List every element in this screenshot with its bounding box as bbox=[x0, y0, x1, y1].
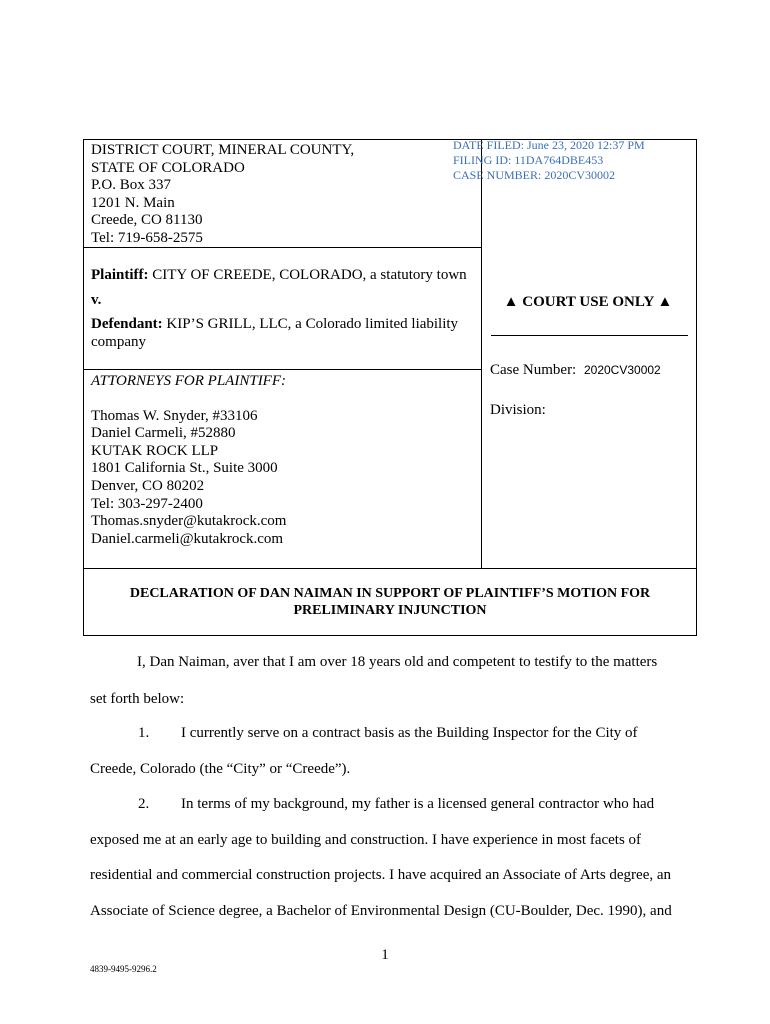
attorney-line: Thomas W. Snyder, #33106 bbox=[91, 407, 258, 424]
court-line: 1201 N. Main bbox=[91, 194, 175, 211]
paragraph-2-line-4: Associate of Science degree, a Bachelor of Environmental Design (CU-Boulder, Dec. 1990), and bbox=[90, 903, 672, 919]
court-line: P.O. Box 337 bbox=[91, 177, 172, 194]
intro-line-1: I, Dan Naiman, aver that I am over 18 years old and competent to testify to the matters bbox=[137, 654, 658, 670]
defendant-text: KIP’S GRILL, LLC, a Colorado limited liability company bbox=[91, 316, 459, 350]
paragraph-2-line-2: exposed me at an early age to building and construction. I have experience in most facets of bbox=[90, 832, 642, 848]
caption-table bbox=[83, 139, 697, 636]
document-id: 4839-9495-9296.2 bbox=[90, 964, 157, 974]
case-number-field bbox=[490, 362, 661, 379]
case-number-value: 2020CV30002 bbox=[583, 363, 661, 377]
court-line: DISTRICT COURT, MINERAL COUNTY, bbox=[91, 142, 355, 158]
attorney-line: Daniel.carmeli@kutakrock.com bbox=[91, 530, 284, 547]
court-line: STATE OF COLORADO bbox=[91, 159, 245, 176]
stamp-case-number: CASE NUMBER: 2020CV30002 bbox=[453, 168, 616, 182]
parties-block bbox=[91, 267, 477, 351]
attorneys-spacer bbox=[91, 391, 477, 408]
caption-divider-parties bbox=[84, 369, 481, 370]
paragraph-2-line-1: In terms of my background, my father is a licensed general contractor who had bbox=[181, 796, 655, 812]
plaintiff-text: CITY OF CREEDE, COLORADO, a statutory town bbox=[152, 267, 467, 283]
attorney-line: KUTAK ROCK LLP bbox=[91, 442, 219, 459]
stamp-date-filed: DATE FILED: June 23, 2020 12:37 PM bbox=[453, 138, 645, 152]
attorneys-heading: ATTORNEYS FOR PLAINTIFF: bbox=[91, 373, 287, 389]
paragraph-1-line-2: Creede, Colorado (the “City” or “Creede”). bbox=[90, 761, 351, 777]
filing-stamp bbox=[453, 138, 693, 183]
attorneys-block bbox=[91, 373, 477, 548]
title-line-1: DECLARATION OF DAN NAIMAN IN SUPPORT OF PLAINTIFF’S MOTION FOR bbox=[129, 586, 651, 601]
court-use-rule bbox=[491, 335, 688, 336]
court-line: Creede, CO 81130 bbox=[91, 212, 203, 229]
versus: v. bbox=[91, 291, 102, 308]
intro-line-2: set forth below: bbox=[90, 691, 185, 707]
defendant-line bbox=[91, 316, 477, 351]
attorney-line: Thomas.snyder@kutakrock.com bbox=[91, 513, 287, 530]
case-number-label: Case Number: bbox=[490, 362, 577, 378]
plaintiff-line bbox=[91, 267, 477, 285]
caption-vertical-divider bbox=[481, 140, 482, 568]
defendant-label: Defendant: bbox=[91, 316, 163, 333]
page-number: 1 bbox=[381, 947, 389, 963]
stamp-filing-id: FILING ID: 11DA764DBE453 bbox=[453, 153, 604, 167]
attorney-line: Tel: 303-297-2400 bbox=[91, 495, 203, 512]
paragraph-1-line-1: I currently serve on a contract basis as the Building Inspector for the City of bbox=[181, 725, 638, 741]
plaintiff-label: Plaintiff: bbox=[91, 267, 149, 283]
court-use-only-label: ▲ COURT USE ONLY ▲ bbox=[503, 294, 673, 310]
title-line-2: PRELIMINARY INJUNCTION bbox=[293, 603, 487, 618]
division-label: Division: bbox=[490, 402, 546, 418]
attorney-line: Daniel Carmeli, #52880 bbox=[91, 425, 236, 442]
document-title bbox=[84, 585, 696, 619]
attorney-line: Denver, CO 80202 bbox=[91, 477, 205, 494]
attorney-line: 1801 California St., Suite 3000 bbox=[91, 460, 278, 477]
paragraph-2-number: 2. bbox=[138, 796, 150, 812]
paragraph-2-line-3: residential and commercial construction projects. I have acquired an Associate of Arts degree, an bbox=[90, 867, 672, 883]
court-line: Tel: 719-658-2575 bbox=[91, 229, 203, 246]
caption-divider-title bbox=[84, 568, 696, 569]
paragraph-1-number: 1. bbox=[138, 725, 150, 741]
court-info bbox=[91, 142, 354, 248]
